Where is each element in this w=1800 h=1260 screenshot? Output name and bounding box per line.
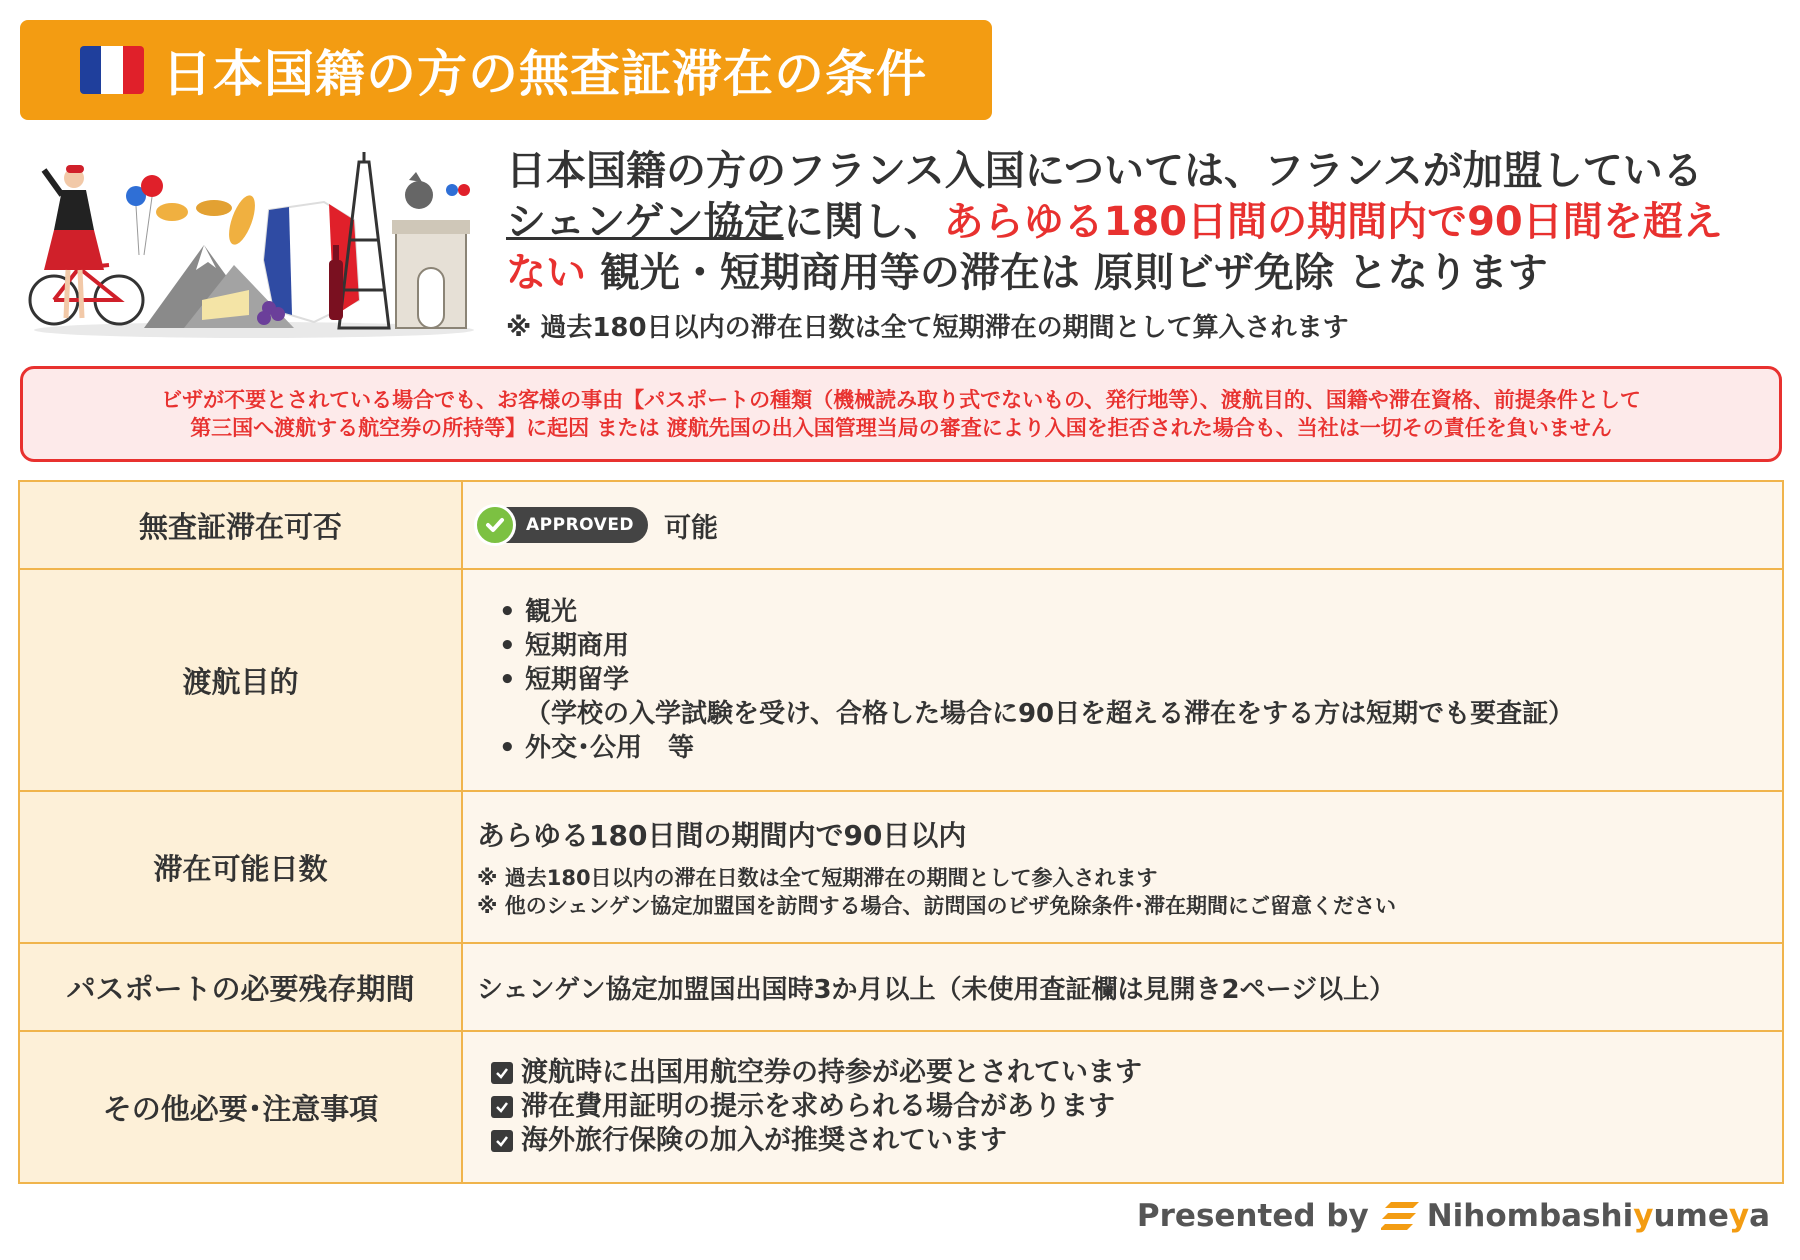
study-note: （学校の入学試験を受け、合格した場合に90日を超える滞在をする方は短期でも要査証）	[525, 699, 1575, 729]
notice-item	[491, 1090, 1782, 1124]
row-label-days: 滞在可能日数	[19, 791, 462, 943]
warning-line-1: ビザが不要とされている場合でも、お客様の事由【パスポートの種類（機械読み取り式でないもの、発行地等）、渡航目的、国籍や滞在資格、前提条件として	[161, 388, 1641, 412]
row-value-passport: シェンゲン協定加盟国出国時3か月以上（未使用査証欄は見開き2ページ以上）	[462, 943, 1783, 1031]
intro-line-2-plain: に関し、	[783, 199, 944, 245]
row-label-other: その他必要･注意事項	[19, 1031, 462, 1183]
intro-line-2	[506, 197, 1786, 248]
notice-item-text: 滞在費用証明の提示を求められる場合があります	[521, 1091, 1115, 1122]
row-label-purpose: 渡航目的	[19, 569, 462, 791]
brand-part: a	[1749, 1198, 1770, 1234]
brand-logo-icon	[1381, 1200, 1421, 1232]
table-row-other	[19, 1031, 1783, 1183]
footer-credit	[1137, 1198, 1770, 1234]
brand-part: ume	[1653, 1198, 1729, 1234]
intro-line-3-plain: 観光・短期商用等の滞在は 原則ビザ免除 となります	[586, 250, 1548, 296]
table-row-visa-free	[19, 481, 1783, 569]
row-value-purpose	[462, 569, 1783, 791]
row-value-days	[462, 791, 1783, 943]
checkbox-icon	[491, 1096, 513, 1118]
notice-item-text: 海外旅行保険の加入が推奨されています	[521, 1125, 1007, 1156]
title-banner	[20, 20, 992, 120]
brand-part: Nihombashi	[1426, 1198, 1634, 1234]
table-row-passport	[19, 943, 1783, 1031]
intro-block	[506, 146, 1786, 344]
disclaimer-warning-box	[20, 366, 1782, 462]
row-label-passport: パスポートの必要残存期間	[19, 943, 462, 1031]
checkbox-icon	[491, 1062, 513, 1084]
checkbox-icon	[491, 1130, 513, 1152]
table-row-purpose	[19, 569, 1783, 791]
intro-highlight-red: あらゆる180日間の期間内で90日間を超え	[943, 199, 1723, 245]
page-title: 日本国籍の方の無査証滞在の条件	[162, 45, 927, 103]
visa-conditions-table	[18, 480, 1784, 1184]
brand-accent: y	[1633, 1198, 1654, 1234]
france-flag-icon	[80, 46, 144, 94]
intro-highlight-red-cont: ない	[506, 250, 586, 296]
warning-line-2: 第三国へ渡航する航空券の所持等】に起因 または 渡航先国の出入国管理当局の審査により入国を拒否された場合も、当社は一切その責任を負いません	[190, 416, 1612, 440]
notice-item	[491, 1124, 1782, 1158]
days-note-2: ※ 他のシェンゲン協定加盟国を訪問する場合、訪問国のビザ免除条件･滞在期間にご留意ください	[477, 894, 1396, 918]
purpose-item: • 短期留学	[499, 663, 1782, 697]
intro-line-1: 日本国籍の方のフランス入国については、フランスが加盟している	[506, 148, 1703, 194]
approved-badge-label: APPROVED	[526, 515, 635, 535]
approved-check-icon	[474, 504, 516, 546]
presented-by-text: Presented by	[1136, 1198, 1369, 1234]
intro-line-3	[506, 248, 1786, 299]
purpose-item: • 観光	[499, 595, 1782, 629]
notice-item	[491, 1056, 1782, 1090]
row-value-visa-free	[462, 481, 1783, 569]
purpose-item: • 短期商用	[499, 629, 1782, 663]
approved-badge	[477, 507, 648, 543]
row-value-other	[462, 1031, 1783, 1183]
schengen-agreement-text: シェンゲン協定	[506, 199, 784, 245]
visa-free-value: 可能	[664, 512, 719, 544]
purpose-item: • 外交･公用 等	[499, 731, 1782, 765]
brand-name	[1427, 1198, 1770, 1234]
france-landmarks-illustration	[24, 150, 484, 340]
days-main: あらゆる180日間の期間内で90日以内	[477, 819, 967, 852]
days-note-1: ※ 過去180日以内の滞在日数は全て短期滞在の期間として参入されます	[477, 866, 1158, 890]
intro-note: ※ 過去180日以内の滞在日数は全て短期滞在の期間として算入されます	[506, 313, 1349, 343]
row-label-visa-free: 無査証滞在可否	[19, 481, 462, 569]
notice-item-text: 渡航時に出国用航空券の持参が必要とされています	[521, 1057, 1142, 1088]
table-row-days	[19, 791, 1783, 943]
brand-accent: y	[1728, 1198, 1750, 1234]
